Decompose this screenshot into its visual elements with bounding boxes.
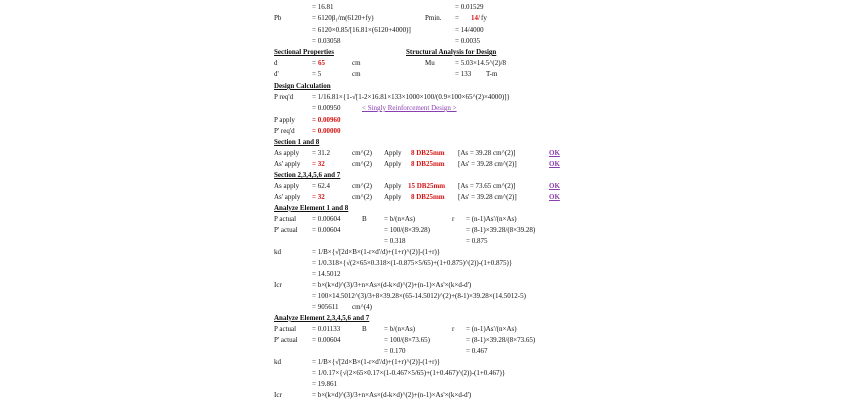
apply-label: Apply <box>384 193 402 201</box>
d-label: d <box>274 59 278 67</box>
icr-formula: = b×(k×d)^(3)/3+n×As×(d-k×d)^(2)+(n-1)×As'×(k×d-d') <box>312 391 472 399</box>
b-value: = 0.170 <box>384 347 406 355</box>
b-value: = 0.318 <box>384 237 406 245</box>
area-value: [As = 73.65 cm^(2)] <box>458 182 516 190</box>
pmin-label: Pmin. <box>425 14 442 22</box>
value-line: = 16.81 <box>312 3 334 11</box>
as-value: = 32 <box>312 160 325 168</box>
icr-value: = 905611 <box>312 303 339 311</box>
mu-unit: T-m <box>486 70 498 78</box>
d-eq: = <box>312 59 316 67</box>
r-value: = 0.467 <box>466 347 488 355</box>
r-label: r <box>452 215 455 223</box>
r-substitution: = (8-1)×39.28/(8×39.28) <box>466 226 536 234</box>
kd-substitution: = 1/0.17×{√(2×65×0.17×(1-0.467×5/65)+(1+0.467)^(2))-(1+0.467)} <box>312 369 506 377</box>
kd-formula: = 1/B×{√[2d×B×(1-r×d'/d)+(1+r)^(2)]-(1+r)} <box>312 248 441 256</box>
r-formula: = (n-1)As'/(n×As) <box>466 325 517 333</box>
pmin-value: 14/ <box>471 14 480 22</box>
icr-formula: = b×(k×d)^(3)/3+n×As×(d-k×d)^(2)+(n-1)×As'×(k×d-d') <box>312 281 472 289</box>
ppreq-value: = 0.00000 <box>312 127 341 135</box>
pb-substitution: = 6120×0.85/[16.81×(6120+4000)] <box>312 26 411 34</box>
pmin-eq: = <box>455 14 459 22</box>
analyze-element-1-8-heading: Analyze Element 1 and 8 <box>274 204 349 212</box>
area-value: [As = 39.28 cm^(2)] <box>458 149 516 157</box>
pactual-value: = 0.00604 <box>312 215 341 223</box>
papply-value: = 0.00960 <box>312 116 341 124</box>
as-value: = 62.4 <box>312 182 330 190</box>
dprime-unit: cm <box>352 70 361 78</box>
dprime-label: d' <box>274 70 279 78</box>
area-value: [As' = 39.28 cm^(2)] <box>458 160 517 168</box>
analyze-element-2-7-heading: Analyze Element 2,3,4,5,6 and 7 <box>274 314 370 322</box>
section-2-7-heading: Section 2,3,4,5,6 and 7 <box>274 171 341 179</box>
section-1-8-heading: Section 1 and 8 <box>274 138 320 146</box>
r-label: r <box>452 325 455 333</box>
kd-value: = 19.861 <box>312 380 337 388</box>
as-value: = 31.2 <box>312 149 330 157</box>
ok-link[interactable]: OK <box>549 149 560 157</box>
area-value: [As' = 39.28 cm^(2)] <box>458 193 517 201</box>
pactual-value: = 0.01133 <box>312 325 341 333</box>
bars-value: 8 DB25mm <box>411 149 445 157</box>
bars-value: 8 DB25mm <box>411 160 445 168</box>
as-unit: cm^(2) <box>352 149 372 157</box>
as-label: As apply <box>274 182 300 190</box>
as-value: = 32 <box>312 193 325 201</box>
ppactual-label: P' actual <box>274 336 298 344</box>
as-label: As' apply <box>274 193 301 201</box>
pactual-label: P actual <box>274 215 297 223</box>
icr-substitution: = 100×14.5012^(3)/3+8×39.28×(65-14.5012)^(2)+(8-1)×39.28×(14.5012-5) <box>312 292 526 300</box>
ppactual-label: P' actual <box>274 226 298 234</box>
as-unit: cm^(2) <box>352 182 372 190</box>
ppactual-value: = 0.00604 <box>312 226 341 234</box>
preq-formula: = 1/16.81×{1-√[1-2×16.81×133×1000×100/(0.9×100×65^(2)×4000)]} <box>312 93 510 101</box>
singly-reinforcement-note[interactable]: < Singly Reinforcement Design > <box>362 104 457 112</box>
dprime-value: = 5 <box>312 70 322 78</box>
mu-formula: = 5.03×14.5^(2)/8 <box>455 59 507 67</box>
papply-label: P apply <box>274 116 295 124</box>
mu-label: Mu <box>425 59 435 67</box>
d-value: 65 <box>318 59 325 67</box>
sectional-properties-heading: Sectional Properties <box>274 48 334 56</box>
pb-value: = 0.03058 <box>312 37 341 45</box>
pmin-substitution: = 14/4000 <box>455 26 484 34</box>
kd-label: kd <box>274 248 281 256</box>
ppactual-value: = 0.00604 <box>312 336 341 344</box>
kd-substitution: = 1/0.318×{√(2×65×0.318×(1-0.875×5/65)+(1+0.875)^(2))-(1+0.875)} <box>312 259 513 267</box>
b-substitution: = 100/(8×73.65) <box>384 336 431 344</box>
as-label: As' apply <box>274 160 301 168</box>
r-formula: = (n-1)As'/(n×As) <box>466 215 517 223</box>
icr-label: Icr <box>274 391 282 399</box>
pactual-label: P actual <box>274 325 297 333</box>
preq-label: P req'd <box>274 93 294 101</box>
b-formula: = b/(n×As) <box>384 215 416 223</box>
apply-label: Apply <box>384 160 402 168</box>
apply-label: Apply <box>384 149 402 157</box>
preq-value: = 0.00950 <box>312 104 341 112</box>
bars-value: 8 DB25mm <box>411 193 445 201</box>
as-unit: cm^(2) <box>352 160 372 168</box>
icr-unit: cm^(4) <box>352 303 372 311</box>
ppreq-label: P' req'd <box>274 127 295 135</box>
pb-label: Pb <box>274 14 282 22</box>
b-substitution: = 100/(8×39.28) <box>384 226 431 234</box>
r-value: = 0.875 <box>466 237 488 245</box>
icr-label: Icr <box>274 281 282 289</box>
kd-formula: = 1/B×{√[2d×B×(1-r×d'/d)+(1+r)^(2)]-(1+r)} <box>312 358 441 366</box>
value-line: = 0.01529 <box>455 3 484 11</box>
b-label: B <box>362 215 367 223</box>
pmin-fy: fy <box>481 14 487 22</box>
r-substitution: = (8-1)×39.28/(8×73.65) <box>466 336 536 344</box>
structural-analysis-heading: Structural Analysis for Design <box>406 48 497 56</box>
design-calculation-heading: Design Calculation <box>274 82 331 90</box>
b-formula: = b/(n×As) <box>384 325 416 333</box>
mu-value: = 133 <box>455 70 472 78</box>
ok-link[interactable]: OK <box>549 160 560 168</box>
bars-value: 15 DB25mm <box>408 182 446 190</box>
kd-label: kd <box>274 358 281 366</box>
kd-value: = 14.5012 <box>312 270 341 278</box>
pmin-result: = 0.0035 <box>455 37 480 45</box>
b-label: B <box>362 325 367 333</box>
ok-link[interactable]: OK <box>549 182 560 190</box>
as-unit: cm^(2) <box>352 193 372 201</box>
d-unit: cm <box>352 59 361 67</box>
as-label: As apply <box>274 149 300 157</box>
apply-label: Apply <box>384 182 402 190</box>
pb-formula: = 6120β₁/m(6120+fy) <box>312 14 374 22</box>
ok-link[interactable]: OK <box>549 193 560 201</box>
